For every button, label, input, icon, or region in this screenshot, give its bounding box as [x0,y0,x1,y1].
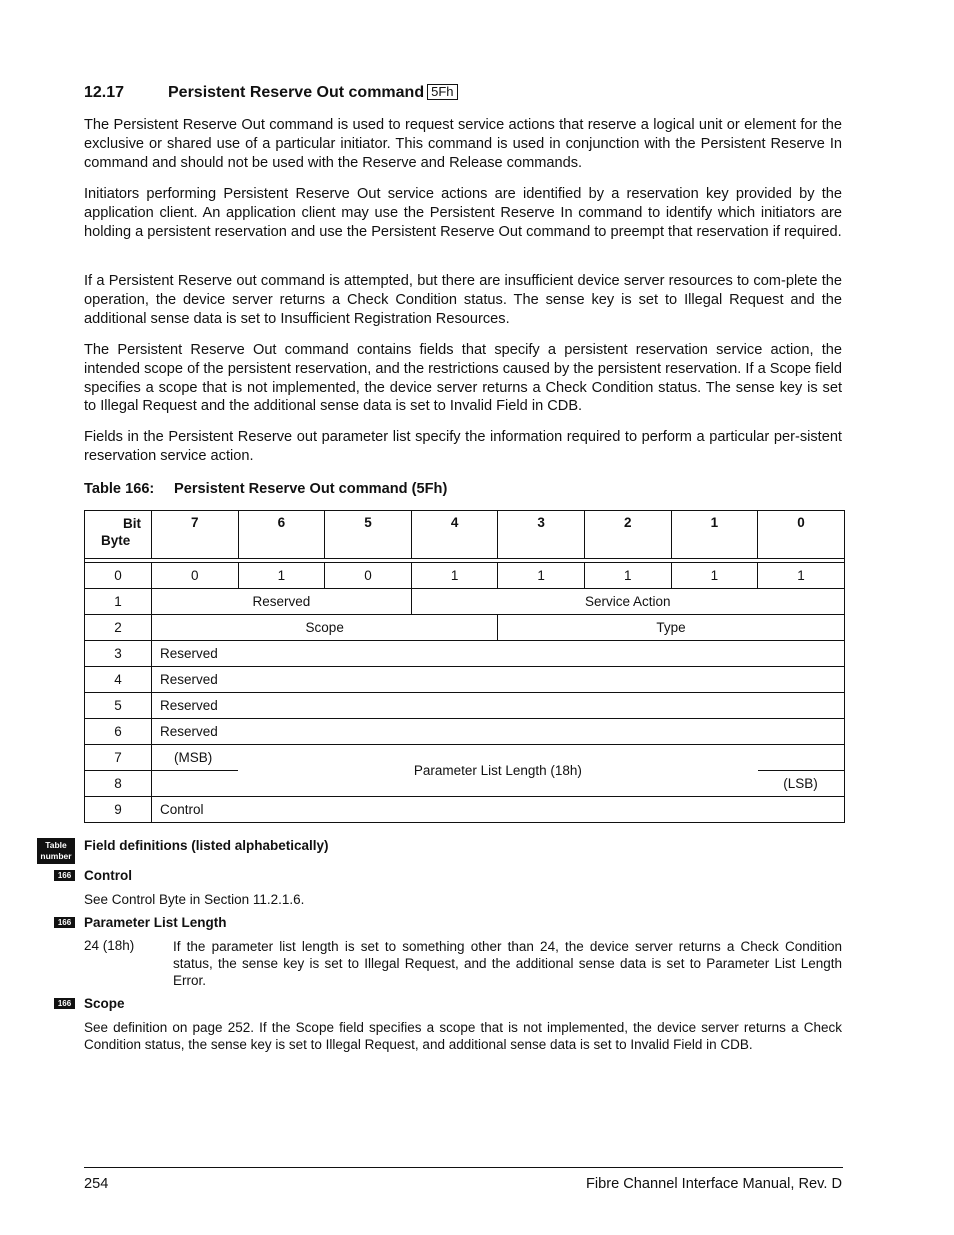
opcode-bit: 1 [498,563,585,589]
opcode-bit: 0 [325,563,412,589]
paragraph-2: Initiators performing Persistent Reserve Out service actions are identified by a reservation key provided by the application client. An application client may use the Persistent Reserve In command to identify which initiators are holding a persistent reservation and use the Persistent Reserve Out command to preempt that reservation if required. [84,186,842,240]
bit-label: Bit [123,516,141,531]
reserved-field: Reserved [152,693,845,719]
table-row [85,719,845,745]
opcode-bit: 1 [238,563,325,589]
footer-rule [84,1167,843,1168]
byte-label: Byte [101,533,131,548]
reserved-field: Reserved [152,667,845,693]
bit-header: 3 [498,511,585,559]
table-row [85,667,845,693]
bit-header: 5 [325,511,412,559]
table-row [85,693,845,719]
bit-byte-header [85,511,152,559]
table-row [85,797,845,823]
byte-number: 5 [85,693,152,719]
table-ref-badge: 166 [54,870,75,881]
field-name-scope: Scope [84,996,125,1011]
control-field: Control [152,797,845,823]
opcode-bit: 0 [152,563,239,589]
scope-field: Scope [152,615,498,641]
reserved-field: Reserved [152,641,845,667]
paragraph-5: Fields in the Persistent Reserve out parameter list specify the information required to perform a particular per-sistent reservation service action. [84,429,842,464]
byte-number: 4 [85,667,152,693]
paragraph-1: The Persistent Reserve Out command is used to request service actions that reserve a logical unit or element for the exclusive or shared use of a particular initiator. This command is used in conjunction with the Persistent Reserve In command and should not be used with the Reserve and Release commands. [84,117,842,171]
field-name-control: Control [84,868,132,883]
table-row [85,641,845,667]
byte-number: 0 [85,563,152,589]
section-number: 12.17 [84,84,125,101]
table-row [85,615,845,641]
opcode-bit: 1 [584,563,671,589]
byte-number: 3 [85,641,152,667]
reserved-field: Reserved [152,589,412,615]
service-action-field: Service Action [411,589,844,615]
opcode-box: 5Fh [427,84,457,100]
opcode-bit: 1 [671,563,758,589]
byte-number: 7 [85,745,152,771]
byte-number: 9 [85,797,152,823]
type-field: Type [498,615,844,641]
parameter-list-length-field: Parameter List Length (18h) [238,745,758,797]
reserved-field: Reserved [152,719,845,745]
bit-header: 2 [584,511,671,559]
byte-number: 8 [85,771,152,797]
field-name-parameter-list-length: Parameter List Length [84,915,227,930]
table-badge-line-2: number [40,851,72,861]
bit-header: 4 [411,511,498,559]
table-caption [84,481,447,497]
section-heading [84,84,458,102]
section-title: Persistent Reserve Out command [168,84,425,101]
msb-marker: (MSB) [152,745,239,771]
manual-title: Fibre Channel Interface Manual, Rev. D [585,1176,842,1192]
paragraph-4: The Persistent Reserve Out command contains fields that specify a persistent reservation service action, the intended scope of the persistent reservation, and the restrictions caused by the persistent reservation. If a Scope field specifies a scope that is not implemented, the device server returns a Check Condition status. The sense key is set to Illegal Request and the additional sense data is set to Invalid Field in CDB. [84,342,842,415]
bit-header: 1 [671,511,758,559]
table-caption-label: Table 166: [84,481,155,497]
opcode-bit: 1 [758,563,845,589]
definition-description: If the parameter list length is set to something other than 24, the device server returns a Check Condition status, the sense key is set to Illegal Request, and the additional sense data is set to Parameter List Length Error. [173,939,842,988]
table-row [85,745,845,771]
table-ref-badge: 166 [54,917,75,928]
byte-number: 1 [85,589,152,615]
table-caption-title: Persistent Reserve Out command (5Fh) [174,481,448,497]
bit-header: 6 [238,511,325,559]
opcode-bit: 1 [411,563,498,589]
field-text-control: See Control Byte in Section 11.2.1.6. [84,892,305,907]
table-header-row [85,511,845,559]
page-number: 254 [84,1176,109,1192]
table-ref-badge: 166 [54,998,75,1009]
lsb-marker: (LSB) [758,771,845,797]
bit-header: 7 [152,511,239,559]
cdb-table [84,510,845,823]
field-text-scope: See definition on page 252. If the Scope field specifies a scope that is not implemented, the device server returns a Check Condition status, the sense key is set to Illegal Request, and additional sense data is set to Invalid Field in CDB. [84,1020,842,1052]
bit-header: 0 [758,511,845,559]
field-definitions-title: Field definitions (listed alphabetically) [84,838,329,853]
table-badge-line-1: Table [45,840,67,850]
paragraph-3: If a Persistent Reserve out command is attempted, but there are insufficient device server resources to com-plete the operation, the device server returns a Check Condition status. The sense key is set to Illegal Request and the additional sense data is set to Insufficient Registration Resources. [84,273,842,327]
table-number-badge [37,838,75,864]
byte-number: 2 [85,615,152,641]
byte-number: 6 [85,719,152,745]
table-row [85,563,845,589]
table-row [85,589,845,615]
definition-term: 24 (18h) [84,938,135,953]
